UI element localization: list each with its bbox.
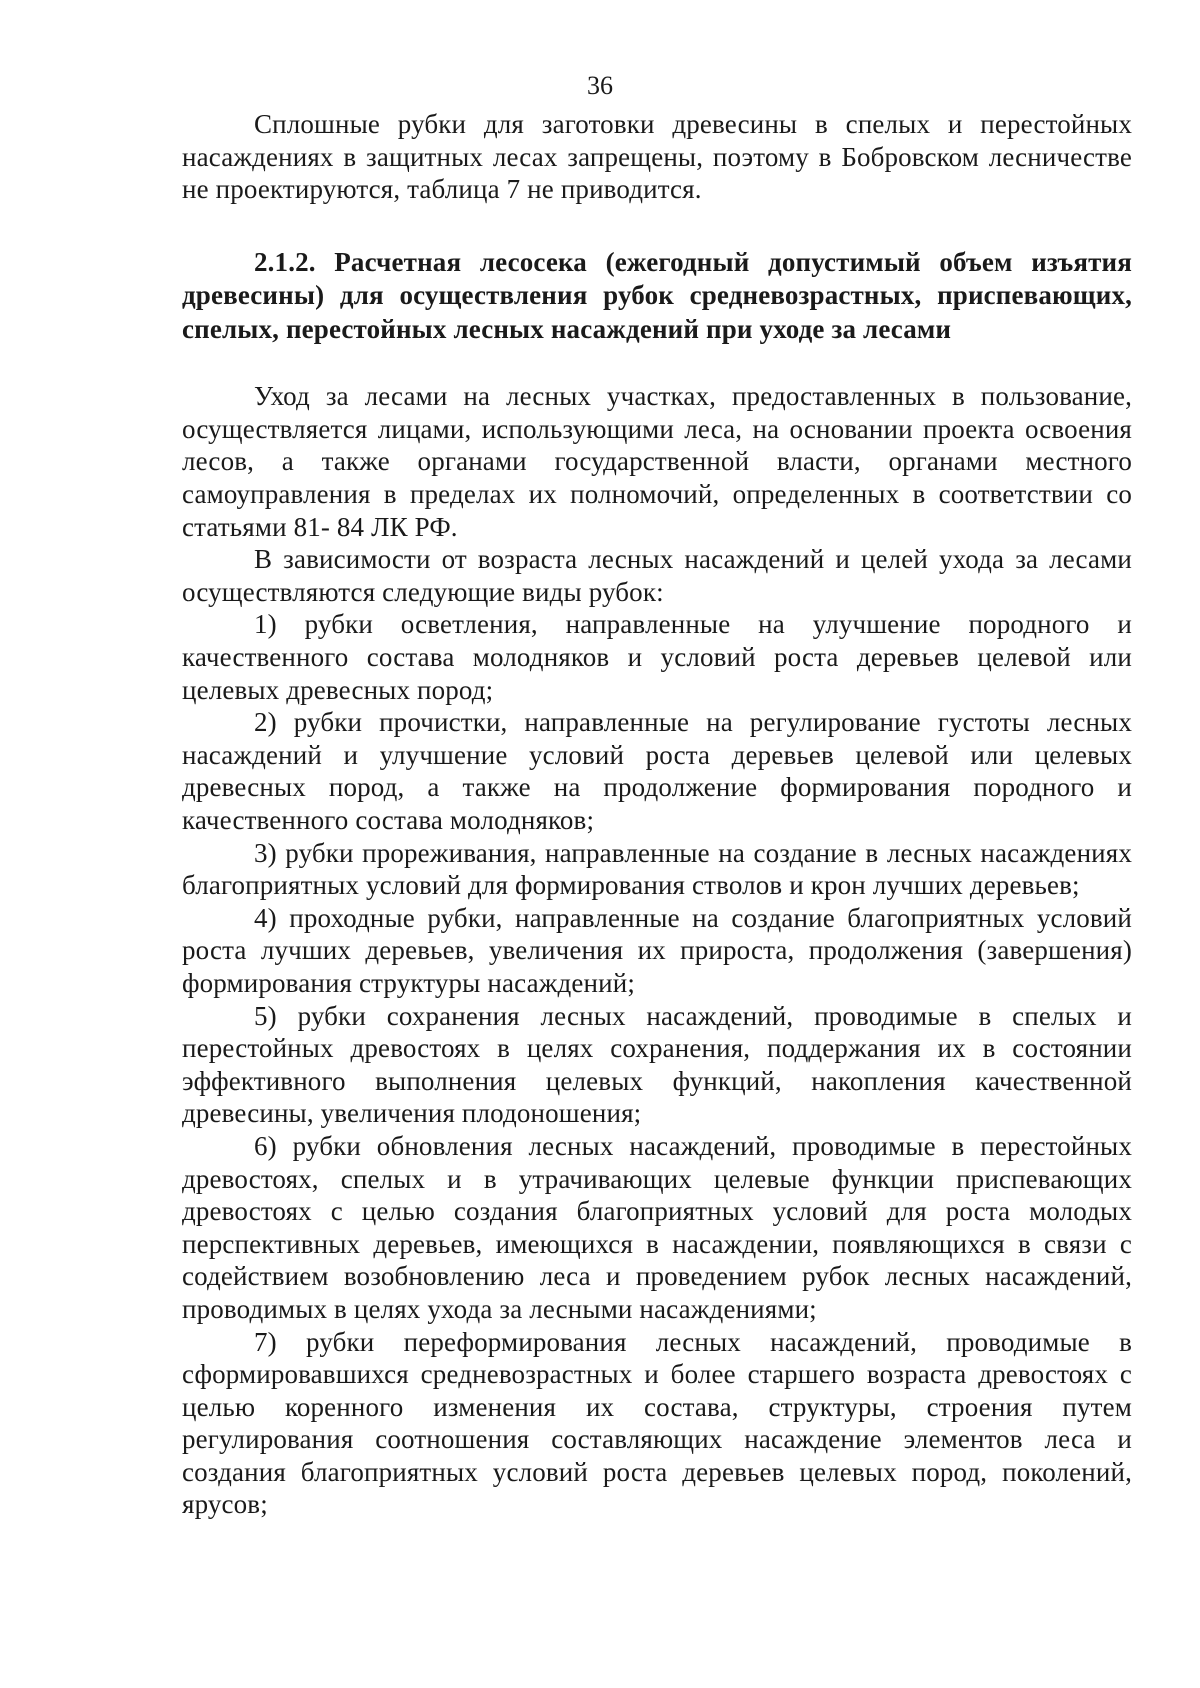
list-item: 4) проходные рубки, направленные на создание благоприятных условий роста лучших деревьев, увеличения их прироста, продолжения (завершения) формирования структуры насаждений; [182,902,1132,998]
list-item: 3) рубки прореживания, направленные на создание в лесных насаждениях благоприятных условий для формирования стволов и крон лучших деревьев; [182,837,1132,901]
page-number: 36 [587,71,613,100]
list-item: 2) рубки прочистки, направленные на регулирование густоты лесных насаждений и улучшение условий роста деревьев целевой или целевых древесных пород, а также на продолжение формирования породного и качественного состава молодняков; [182,707,1132,835]
body-paragraph: В зависимости от возраста лесных насаждений и целей ухода за лесами осуществляются следующие виды рубок: [182,544,1132,607]
list-item: 7) рубки переформирования лесных насаждений, проводимые в сформировавшихся средневозрастных и более старшего возраста древостоях с целью коренного изменения их состава, структуры, строения путем регулирования соотношения составляющих насаждение элементов леса и создания благоприятных условий роста деревьев целевых пород, поколений, ярусов; [182,1326,1132,1520]
list-item: 6) рубки обновления лесных насаждений, проводимые в перестойных древостоях, спелых и в утрачивающих целевые функции приспевающих древостоях с целью создания благоприятных условий для роста молодых перспективных деревьев, имеющихся в насаждении, появляющихся в связи с содействием возобновлению леса и проведением рубок лесных насаждений, проводимых в целях ухода за лесными насаждениями; [182,1130,1132,1324]
body-paragraph: Уход за лесами на лесных участках, предоставленных в пользование, осуществляется лицами, использующими леса, на основании проекта освоения лесов, а также органами государственной власти, органами местного самоуправления в пределах их полномочий, определенных в соответствии со статьями 81- 84 ЛК РФ. [182,381,1132,542]
list-item: 5) рубки сохранения лесных насаждений, проводимые в спелых и перестойных древостоях в целях сохранения, поддержания их в состоянии эффективного выполнения целевых функций, накопления качественной древесины, увеличения плодоношения; [182,1000,1132,1129]
list-item: 1) рубки осветления, направленные на улучшение породного и качественного состава молодняков и условий роста деревьев целевой или целевых древесных пород; [182,609,1132,705]
page-body [182,108,1132,1521]
section-heading: 2.1.2. Расчетная лесосека (ежегодный допустимый объем изъятия древесины) для осуществления рубок средневозрастных, приспевающих, спелых, перестойных лесных насаждений при уходе за лесами [182,246,1132,344]
intro-paragraph: Сплошные рубки для заготовки древесины в спелых и перестойных насаждениях в защитных лесах запрещены, поэтому в Бобровском лесничестве не проектируются, таблица 7 не приводится. [182,109,1132,205]
